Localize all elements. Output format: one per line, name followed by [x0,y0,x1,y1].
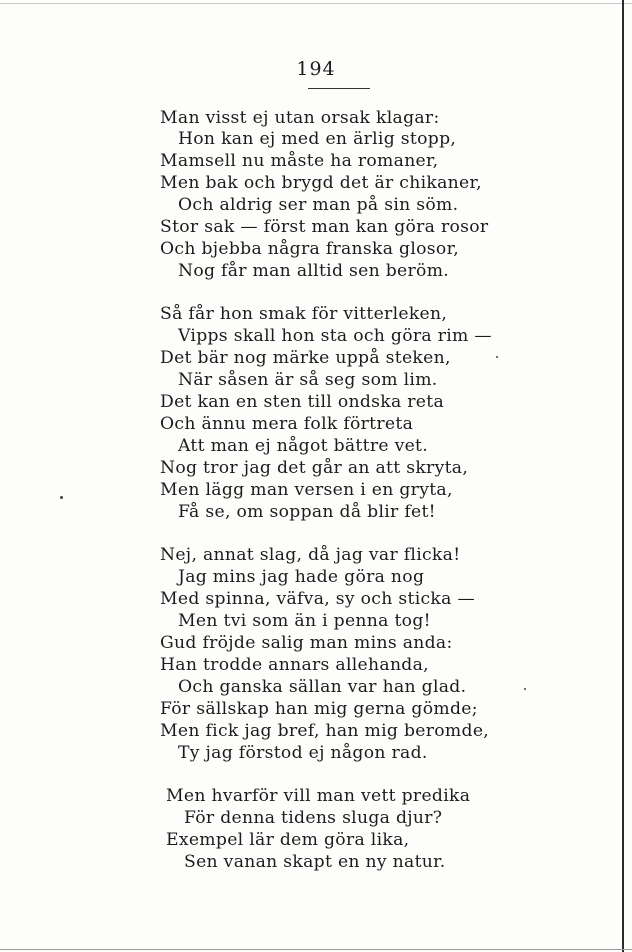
page-top-edge [0,3,632,4]
verse-line: Man visst ej utan orsak klagar: [160,108,440,128]
verse-line: Nog får man alltid sen beröm. [178,261,450,281]
verse-line: Han trodde annars allehanda, [160,655,429,675]
verse-line: Jag mins jag hade göra nog [178,567,425,587]
verse-line: Att man ej något bättre vet. [178,436,429,456]
page-number-rule [308,88,370,89]
verse-line: Men hvarför vill man vett predika [166,786,471,806]
scan-speck [496,356,498,358]
verse-line: Gud fröjde salig man mins anda: [160,633,453,653]
verse-line: Men lägg man versen i en gryta, [160,480,453,500]
verse-line: Så får hon smak för vitterleken, [160,304,448,324]
verse-line: Och aldrig ser man på sin söm. [178,195,459,215]
verse-line: För denna tidens sluga djur? [184,808,443,828]
verse-line: Och ännu mera folk förtreta [160,414,414,434]
verse-line: Sen vanan skapt en ny natur. [184,852,446,872]
verse-line: Stor sak — först man kan göra rosor [160,217,489,237]
scan-speck [60,496,63,499]
verse-line: Med spinna, väfva, sy och sticka — [160,589,475,609]
verse-line: Det bär nog märke uppå steken, [160,348,451,368]
verse-line: Nog tror jag det går an att skryta, [160,458,469,478]
verse-line: Men tvi som än i penna tog! [178,611,431,631]
verse-line: Nej, annat slag, då jag var flicka! [160,545,461,565]
scan-speck [524,688,526,690]
verse-line: För sällskap han mig gerna gömde; [160,699,478,719]
verse-line: Hon kan ej med en ärlig stopp, [178,129,457,149]
verse-line: Och ganska sällan var han glad. [178,677,467,697]
verse-line: Det kan en sten till ondska reta [160,392,445,412]
page-right-edge [622,0,624,952]
page-bottom-edge [0,949,632,950]
verse-line: När såsen är så seg som lim. [178,370,438,390]
verse-line: Mamsell nu måste ha romaner, [160,151,439,171]
verse-line: Men bak och brygd det är chikaner, [160,173,482,193]
page-number: 194 [296,58,336,80]
verse-line: Vipps skall hon sta och göra rim — [178,326,492,346]
verse-line: Ty jag förstod ej någon rad. [178,743,428,763]
verse-line: Och bjebba några franska glosor, [160,239,459,259]
verse-line: Få se, om soppan då blir fet! [178,502,436,522]
verse-line: Exempel lär dem göra lika, [166,830,410,850]
verse-line: Men fick jag bref, han mig beromde, [160,721,490,741]
